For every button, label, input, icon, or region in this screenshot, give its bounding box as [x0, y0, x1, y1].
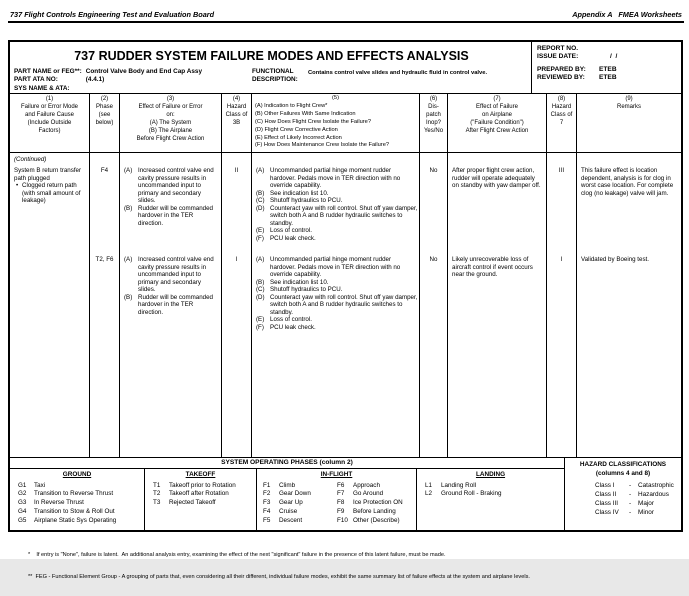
- phase-label: Rejected Takeoff: [169, 499, 216, 507]
- header-line: (Include Outside: [27, 120, 72, 127]
- phase-label: Other (Describe): [353, 516, 400, 524]
- header-line: Yes/No: [423, 128, 444, 135]
- part-ata-value: (4.4.1): [85, 76, 105, 84]
- phase-label: Before Landing: [353, 507, 396, 515]
- class-code: Class III: [595, 499, 619, 507]
- footnotes: [28, 537, 687, 596]
- phase-label: Ground Roll - Braking: [441, 490, 502, 498]
- lettered-item: [252, 205, 419, 228]
- phase-group-inflight: [257, 469, 417, 530]
- col-header-3: (3) Effect of Failure or Error on: (A) The System (B) The Airplane Before Flight Crew Action: [120, 94, 222, 152]
- header-line: (C) How Does Flight Crew Isolate the Failure?: [255, 118, 372, 125]
- inflight-right-column: [337, 482, 416, 526]
- item-tag: (A): [124, 167, 133, 174]
- hazard-3b-cell: [222, 153, 252, 457]
- footnote-2: ** FEG - Functional Element Group - A grouping of parts that, even considering all their different, individual failure modes, exhibit the same summary list of failure effects at the system and airplane levels.: [28, 574, 530, 581]
- phase-item: [337, 517, 416, 526]
- issue-date-row: [537, 53, 676, 61]
- header-line: Failure or Error Mode: [20, 104, 79, 111]
- phase-item: [263, 490, 337, 499]
- phase-item: [10, 482, 144, 491]
- phase-label: Approach: [353, 481, 380, 489]
- dash: -: [629, 482, 632, 490]
- phase-code: F2: [263, 490, 271, 498]
- header-line: Class of: [225, 112, 248, 119]
- item-text: PCU leak check.: [270, 323, 316, 331]
- phases-section: [10, 458, 681, 530]
- col-header-9: (9) Remarks: [577, 94, 681, 152]
- hazard-class-value: III: [558, 167, 565, 174]
- group-heading: GROUND: [62, 471, 92, 478]
- functional-value: Contains control valve slides and hydraulic fluid in control valve.: [308, 69, 488, 76]
- sys-name-label: SYS NAME & ATA:: [14, 84, 70, 92]
- phase-item: [263, 482, 337, 491]
- phases-title: SYSTEM OPERATING PHASES (column 2): [10, 458, 564, 469]
- header-line: Hazard: [226, 104, 247, 111]
- dash: -: [629, 499, 632, 507]
- phase-item: [337, 508, 416, 517]
- hazard-title: HAZARD CLASSIFICATIONS: [579, 461, 667, 468]
- hazard-class-item: [595, 482, 681, 491]
- header-line: and Failure Cause: [24, 112, 75, 119]
- header-line: Effect of Failure or Error: [138, 104, 203, 111]
- phase-item: [145, 490, 256, 499]
- remarks-text: This failure effect is location dependent, analysis is for clog in worst case location. For complete clog (no leakage) valve will jam.: [581, 167, 674, 197]
- phase-item: [10, 517, 144, 526]
- indication-row2: [252, 256, 419, 331]
- lettered-item: [120, 205, 221, 228]
- lettered-item: [252, 279, 419, 287]
- class-label: Hazardous: [638, 491, 669, 499]
- hazard-class-value: II: [234, 167, 239, 174]
- phase-group-takeoff: [145, 469, 257, 530]
- group-heading: LANDING: [475, 471, 506, 478]
- phase-item: [145, 499, 256, 508]
- dispatch-value: No: [429, 167, 438, 174]
- phase-label: Ice Protection ON: [353, 499, 403, 507]
- header-line: below): [95, 120, 114, 127]
- lettered-item: [10, 182, 89, 205]
- phase-label: Transition to Stow & Roll Out: [34, 507, 115, 515]
- item-text: Shutoff hydraulics to PCU.: [270, 197, 343, 204]
- hazard-class-value: I: [560, 256, 563, 263]
- dispatch-value: No: [429, 256, 438, 263]
- lettered-item: [252, 286, 419, 294]
- item-text: Increased control valve end cavity pressure results in uncommanded input to primary and secondary slides.: [138, 167, 214, 204]
- header-line: (A) Indication to Flight Crew*: [255, 102, 328, 109]
- header-line: Phase: [95, 104, 113, 111]
- class-code: Class IV: [595, 508, 619, 516]
- lettered-item: [252, 197, 419, 205]
- group-heading: TAKEOFF: [185, 471, 216, 478]
- phase-item: [263, 499, 337, 508]
- reviewed-by-value: ETEB: [599, 74, 617, 82]
- part-name-value: Control Valve Body and End Cap Assy: [85, 68, 203, 75]
- phase-code: F3: [263, 499, 271, 507]
- item-text: Uncommanded partial hinge moment rudder hardover. Pedals move in TER direction with no override capability.: [270, 167, 401, 189]
- footnote-1: * If entry is "None", failure is latent. An additional analysis entry, examining the effect of the next "significant" failure in the presence of this latent failure, must be made.: [28, 551, 446, 558]
- group-heading: IN-FLIGHT: [320, 471, 353, 478]
- col-header-4: (4) Hazard Class of 3B: [222, 94, 252, 152]
- phase-code: F10: [337, 516, 348, 524]
- effect-after-text: Likely unrecoverable loss of aircraft control if event occurs near the ground.: [452, 256, 533, 278]
- item-tag: (A): [256, 256, 265, 263]
- title-block: [10, 42, 681, 94]
- class-label: Major: [638, 499, 654, 507]
- continued-note: (Continued): [14, 156, 47, 163]
- indication-row1: [252, 167, 419, 242]
- part-info: [14, 68, 202, 93]
- page-header: [8, 7, 684, 23]
- hazard-7-cell: [547, 153, 577, 457]
- effect-after-text: After proper flight crew action, rudder will operate adequately on standby with yaw damper off.: [452, 167, 541, 189]
- phase-code: T1: [153, 481, 161, 489]
- phase-item: [417, 482, 564, 491]
- indication-cell: [252, 153, 420, 457]
- class-code: Class II: [595, 491, 617, 499]
- report-box: [531, 42, 681, 93]
- failure-mode-row1: [10, 167, 89, 205]
- lettered-item: [120, 294, 221, 317]
- col-header-6: (6) Dis- patch Inop? Yes/No: [420, 94, 448, 152]
- phase-code: F7: [337, 490, 345, 498]
- effect-row1: [120, 167, 221, 227]
- phase-label: Taxi: [34, 481, 46, 489]
- phase-code: G2: [18, 490, 27, 498]
- header-line: (D) Flight Crew Corrective Action: [255, 126, 338, 133]
- header-line: (E) Effect of Likely Incorrect Action: [255, 134, 342, 141]
- phase-item: [145, 482, 256, 491]
- header-line: Dis-: [428, 104, 439, 111]
- header-line: Remarks: [616, 104, 641, 111]
- item-tag: (C): [256, 197, 265, 204]
- lettered-item: [120, 256, 221, 294]
- phase-code: T2: [153, 490, 161, 498]
- remarks-cell: [577, 153, 681, 457]
- header-line: 3B: [232, 120, 241, 127]
- item-tag: (B): [124, 204, 133, 212]
- header-line: patch: [426, 112, 441, 119]
- phase-code: F5: [263, 516, 271, 524]
- effect-after-cell: [448, 153, 547, 457]
- dispatch-cell: [420, 153, 448, 457]
- header-line: (see: [98, 112, 111, 119]
- phase-label: Go Around: [353, 490, 384, 498]
- issue-date-value: / /: [599, 53, 618, 61]
- phase-code: T3: [153, 499, 161, 507]
- col-header-7: (7) Effect of Failure on Airplane ("Failure Condition") After Flight Crew Action: [448, 94, 547, 152]
- phase-item: [10, 499, 144, 508]
- phase-label: Takeoff after Rotation: [169, 490, 229, 498]
- header-line: Before Flight Crew Action: [136, 136, 205, 143]
- worksheet-table: [8, 40, 683, 532]
- part-ata-label: PART ATA NO:: [14, 76, 58, 84]
- hazard-class-item: [595, 500, 681, 509]
- item-tag: (C): [256, 286, 265, 293]
- phase-item: [337, 499, 416, 508]
- phase-label: Gear Up: [279, 499, 303, 507]
- part-ata-row: [14, 76, 202, 84]
- item-text: Rudder will be commanded hardover in the TER direction.: [138, 293, 213, 316]
- col-header-5: (5) (A) Indication to Flight Crew* (B) Other Failures With Same Indication (C) How Does Flight Crew Isolate the Failure? (D) Flight Crew Corrective Action (E) Effect of Likely Incorrect Action (F) How Does Maintenance Crew Isolate the Failure?: [252, 94, 420, 152]
- phase-cell: [90, 153, 120, 457]
- prepared-by-value: ETEB: [599, 65, 617, 73]
- remarks-text: Validated by Boeing test.: [581, 256, 649, 263]
- item-tag: (B): [124, 293, 133, 301]
- lettered-item: [252, 324, 419, 332]
- hazard-class-list: [565, 482, 681, 517]
- item-text: Uncommanded partial hinge moment rudder hardover. Pedals move in TER direction with no override capability.: [270, 256, 401, 278]
- inflight-left-column: [263, 482, 337, 526]
- functional-label: FUNCTIONAL DESCRIPTION:: [252, 68, 298, 84]
- dash: -: [629, 508, 632, 516]
- item-tag: (A): [256, 167, 265, 174]
- header-line: Hazard: [551, 104, 572, 111]
- item-text: Clogged return path (with small amount of leakage): [22, 182, 81, 204]
- header-line: (F) How Does Maintenance Crew Isolate the Failure?: [255, 142, 390, 149]
- item-text: Shutoff hydraulics to PCU.: [270, 286, 343, 293]
- sys-name-row: [14, 85, 202, 93]
- phase-item: [337, 490, 416, 499]
- part-name-label: PART NAME or FEG**:: [14, 68, 82, 75]
- phase-item: [263, 508, 337, 517]
- hazard-class-value: I: [235, 256, 238, 263]
- phase-item: [10, 508, 144, 517]
- phase-code: F1: [263, 481, 271, 489]
- phase-label: Gear Down: [279, 490, 311, 498]
- lettered-item: [120, 167, 221, 205]
- item-tag: (A): [124, 256, 133, 263]
- item-tag: (D): [256, 293, 265, 301]
- phase-code: F4: [263, 507, 271, 515]
- item-text: Loss of control.: [270, 227, 312, 234]
- header-line: on Airplane: [481, 112, 513, 119]
- lettered-item: [252, 294, 419, 317]
- item-tag: (F): [256, 323, 264, 331]
- document-title: 737 RUDDER SYSTEM FAILURE MODES AND EFFECTS ANALYSIS: [74, 49, 469, 63]
- header-line: Class of: [550, 112, 573, 119]
- phase-item: [337, 482, 416, 491]
- item-tag: (E): [256, 227, 265, 234]
- class-label: Catastrophic: [638, 482, 674, 490]
- appendix-label: Appendix A FMEA Worksheets: [572, 10, 682, 19]
- col-header-8: (8) Hazard Class of 7: [547, 94, 577, 152]
- lettered-item: [252, 316, 419, 324]
- hazard-class-item: [595, 491, 681, 500]
- phase-code: G5: [18, 516, 27, 524]
- prepared-by-label: PREPARED BY:: [537, 65, 586, 73]
- effect-cell: [120, 153, 222, 457]
- phase-item: [10, 490, 144, 499]
- phase-item: [263, 517, 337, 526]
- phase-code: F9: [337, 507, 345, 515]
- body-grid: [10, 153, 681, 458]
- item-tag: (E): [256, 316, 265, 323]
- operating-phases: [10, 458, 565, 530]
- phase-code: G1: [18, 481, 27, 489]
- class-code: Class I: [595, 482, 615, 490]
- phase-label: Transition to Reverse Thrust: [34, 490, 114, 498]
- functional-description: [252, 68, 534, 84]
- phase-value: T2, F6: [95, 256, 114, 263]
- header-line: 7: [559, 120, 564, 127]
- phase-code: L1: [425, 481, 433, 489]
- phase-group-ground: [10, 469, 145, 530]
- header-line: on:: [166, 112, 175, 119]
- phase-code: F6: [337, 481, 345, 489]
- phase-code: F8: [337, 499, 345, 507]
- header-line: ("Failure Condition"): [470, 120, 524, 127]
- report-no-row: [537, 45, 676, 53]
- part-name-row: [14, 68, 202, 76]
- phase-label: Airplane Static Sys Operating: [34, 516, 117, 524]
- header-line: (B) Other Failures With Same Indication: [255, 110, 356, 117]
- phase-label: Landing Roll: [441, 481, 477, 489]
- item-text: Counteract yaw with roll control. Shut off yaw damper, switch both A and B rudder hydraulic switches to standby.: [270, 293, 418, 316]
- item-text: Loss of control.: [270, 316, 312, 323]
- text-line: System B return transfer path plugged: [14, 167, 82, 182]
- phase-value: F4: [100, 167, 109, 174]
- header-line: Inop?: [425, 120, 441, 127]
- reviewed-by-row: [537, 74, 676, 82]
- item-tag: (F): [256, 234, 264, 242]
- effect-row2: [120, 256, 221, 316]
- header-line: (A) The System: [149, 120, 192, 127]
- phase-code: G3: [18, 499, 27, 507]
- header-line: Effect of Failure: [476, 104, 518, 111]
- phase-label: Descent: [279, 516, 303, 524]
- lettered-item: [252, 167, 419, 190]
- prepared-by-row: [537, 66, 676, 74]
- header-line: After Flight Crew Action: [465, 128, 529, 135]
- hazard-subtitle: (columns 4 and 8): [595, 469, 651, 477]
- dash: -: [629, 491, 632, 499]
- hazard-class-item: [595, 509, 681, 518]
- col-header-1: (1) Failure or Error Mode and Failure Cause (Include Outside Factors): [10, 94, 90, 152]
- phase-label: Cruise: [279, 507, 298, 515]
- lettered-item: [252, 190, 419, 198]
- item-tag: (D): [256, 204, 265, 212]
- col-header-2: (2) Phase (see below): [90, 94, 120, 152]
- phase-code: L2: [425, 490, 433, 498]
- phase-label: In Reverse Thrust: [34, 499, 84, 507]
- item-text: Counteract yaw with roll control. Shut off yaw damper, switch both A and B rudder hydraulic switches to standby.: [270, 204, 418, 227]
- issue-date-label: ISSUE DATE:: [537, 53, 579, 61]
- lettered-item: [252, 256, 419, 279]
- class-label: Minor: [638, 508, 654, 516]
- item-text: See indication list 10.: [270, 189, 329, 197]
- phase-label: Takeoff prior to Rotation: [169, 481, 236, 489]
- item-text: Rudder will be commanded hardover in the TER direction.: [138, 204, 213, 227]
- reviewed-by-label: REVIEWED BY:: [537, 74, 585, 82]
- report-no-label: REPORT NO.: [537, 45, 579, 52]
- phase-label: Climb: [279, 481, 296, 489]
- item-text: PCU leak check.: [270, 234, 316, 242]
- phase-group-landing: [417, 469, 564, 530]
- item-text: Increased control valve end cavity pressure results in uncommanded input to primary and secondary slides.: [138, 256, 214, 293]
- header-line: Factors): [38, 128, 61, 135]
- hazard-classifications-box: [565, 458, 681, 530]
- board-title: 737 Flight Controls Engineering Test and Evaluation Board: [10, 10, 215, 19]
- phase-code: G4: [18, 507, 27, 515]
- item-text: See indication list 10.: [270, 278, 329, 286]
- lettered-item: [252, 227, 419, 235]
- lettered-item: [252, 235, 419, 243]
- item-tag: (B): [256, 278, 265, 286]
- header-line: (B) The Airplane: [148, 128, 193, 135]
- phase-item: [417, 490, 564, 499]
- item-tag: (B): [256, 189, 265, 197]
- column-header-row: [10, 94, 681, 153]
- item-tag: •: [16, 182, 19, 189]
- failure-mode-cell: [10, 153, 90, 457]
